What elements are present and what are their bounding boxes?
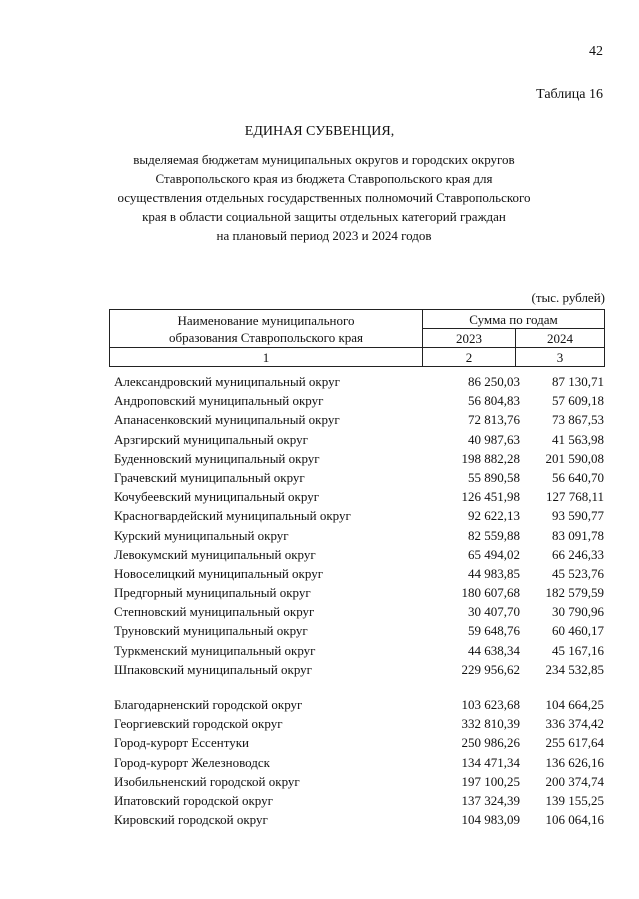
header-year-2023: 2023	[423, 329, 516, 348]
row-name: Грачевский муниципальный округ	[114, 469, 305, 485]
row-value-2023: 197 100,25	[461, 773, 520, 789]
row-value-2023: 44 983,85	[468, 565, 520, 581]
row-value-2023: 134 471,34	[461, 754, 520, 770]
row-name: Александровский муниципальный округ	[114, 374, 340, 389]
row-value-2023: 180 607,68	[461, 585, 520, 601]
table-row	[114, 449, 614, 468]
row-value-2024: 41 563,98	[552, 431, 604, 447]
table-row	[114, 714, 614, 733]
row-value-2024: 182 579,59	[545, 585, 604, 601]
row-value-2024: 127 768,11	[545, 489, 604, 505]
row-value-2023: 137 324,39	[461, 792, 520, 808]
table-row	[114, 772, 614, 791]
table-row	[114, 791, 614, 810]
subtitle-line: Ставропольского края из бюджета Ставропольского края для	[155, 171, 493, 186]
row-value-2024: 200 374,74	[545, 773, 604, 789]
table-row	[114, 545, 614, 564]
row-value-2023: 40 987,63	[468, 431, 520, 447]
row-value-2024: 56 640,70	[552, 469, 604, 485]
row-value-2024: 255 617,64	[545, 735, 604, 751]
row-value-2024: 73 867,53	[552, 412, 604, 428]
row-value-2023: 86 250,03	[468, 374, 520, 389]
row-value-2024: 87 130,71	[552, 374, 604, 389]
table-row	[114, 506, 614, 525]
subtitle-line: края в области социальной защиты отдельных категорий граждан	[142, 209, 506, 224]
row-value-2023: 30 407,70	[468, 604, 520, 620]
row-name: Ипатовский городской округ	[114, 792, 273, 808]
table-row	[114, 660, 614, 679]
table-header	[109, 309, 605, 367]
table-row	[114, 487, 614, 506]
row-name: Степновский муниципальный округ	[114, 604, 315, 620]
row-value-2023: 65 494,02	[468, 546, 520, 562]
header-name-line: образования Ставропольского края	[168, 329, 364, 345]
subtitle-line: выделяемая бюджетам муниципальных округов и городских округов	[133, 152, 515, 167]
row-value-2023: 56 804,83	[468, 393, 520, 409]
row-value-2023: 250 986,26	[461, 735, 520, 751]
row-value-2024: 201 590,08	[545, 450, 604, 466]
table-row	[114, 564, 614, 583]
row-name: Апанасенковский муниципальный округ	[114, 412, 340, 428]
row-name: Курский муниципальный округ	[114, 527, 289, 543]
row-value-2024: 139 155,25	[545, 792, 604, 808]
row-value-2024: 57 609,18	[552, 393, 604, 409]
row-value-2024: 93 590,77	[552, 508, 604, 524]
row-value-2024: 234 532,85	[545, 661, 604, 677]
row-name: Красногвардейский муниципальный округ	[114, 508, 351, 524]
row-value-2023: 92 622,13	[468, 508, 520, 524]
row-name: Туркменский муниципальный округ	[114, 642, 316, 658]
table-row	[114, 526, 614, 545]
subtitle-line: осуществления отдельных государственных полномочий Ставропольского	[117, 190, 531, 205]
row-value-2024: 60 460,17	[552, 623, 604, 639]
document-subtitle	[100, 150, 548, 245]
row-name: Новоселицкий муниципальный округ	[114, 565, 324, 581]
row-value-2023: 44 638,34	[468, 642, 520, 658]
row-name: Буденновский муниципальный округ	[114, 450, 320, 466]
table-row	[114, 468, 614, 487]
row-name: Труновский муниципальный округ	[114, 623, 308, 639]
page-number: 42	[589, 44, 603, 59]
section-spacer	[114, 679, 614, 695]
table-row	[114, 753, 614, 772]
subtitle-line: на плановый период 2023 и 2024 годов	[216, 228, 432, 243]
document-title: ЕДИНАЯ СУБВЕНЦИЯ,	[244, 124, 395, 139]
table-row	[114, 733, 614, 752]
row-name: Арзгирский муниципальный округ	[114, 431, 308, 447]
row-value-2023: 198 882,28	[461, 450, 520, 466]
row-value-2024: 136 626,16	[545, 754, 604, 770]
table-row	[114, 621, 614, 640]
row-name: Предгорный муниципальный округ	[114, 585, 311, 601]
table-row	[114, 810, 614, 829]
row-name: Кочубеевский муниципальный округ	[114, 489, 320, 505]
row-value-2024: 83 091,78	[552, 527, 604, 543]
row-name: Город-курорт Ессентуки	[114, 735, 249, 751]
row-value-2024: 45 167,16	[552, 642, 604, 658]
table-body	[114, 372, 614, 829]
header-col-number: 2	[423, 348, 516, 367]
row-value-2024: 45 523,76	[552, 565, 604, 581]
table-label: Таблица 16	[536, 87, 603, 102]
row-value-2023: 59 648,76	[468, 623, 520, 639]
row-value-2023: 55 890,58	[468, 469, 520, 485]
row-value-2023: 126 451,98	[461, 489, 520, 505]
row-value-2023: 229 956,62	[461, 661, 520, 677]
row-value-2023: 104 983,09	[461, 812, 520, 828]
table-row	[114, 641, 614, 660]
row-value-2024: 30 790,96	[552, 604, 604, 620]
row-name: Андроповский муниципальный округ	[114, 393, 324, 409]
header-year-2024: 2024	[516, 329, 605, 348]
row-name: Город-курорт Железноводск	[114, 754, 270, 770]
row-name: Благодарненский городской округ	[114, 697, 303, 712]
header-col-number: 1	[110, 348, 423, 367]
header-col-number: 3	[516, 348, 605, 367]
header-name-cell	[110, 310, 423, 348]
table-row	[114, 695, 614, 714]
row-value-2023: 103 623,68	[461, 697, 520, 712]
table-row	[114, 372, 614, 391]
row-value-2023: 332 810,39	[461, 716, 520, 732]
table-row	[114, 430, 614, 449]
row-name: Шпаковский муниципальный округ	[114, 661, 312, 677]
row-name: Левокумский муниципальный округ	[114, 546, 316, 562]
table-row	[114, 602, 614, 621]
row-name: Георгиевский городской округ	[114, 716, 283, 732]
row-value-2023: 82 559,88	[468, 527, 520, 543]
row-name: Изобильненский городской округ	[114, 773, 300, 789]
units-label: (тыс. рублей)	[531, 290, 605, 305]
table-row	[114, 410, 614, 429]
row-name: Кировский городской округ	[114, 812, 268, 828]
row-value-2024: 106 064,16	[545, 812, 604, 828]
row-value-2024: 336 374,42	[545, 716, 604, 732]
table-row	[114, 583, 614, 602]
row-value-2024: 66 246,33	[552, 546, 604, 562]
header-sum-by-years: Сумма по годам	[423, 310, 605, 329]
row-value-2023: 72 813,76	[468, 412, 520, 428]
header-name-line: Наименование муниципального	[177, 312, 355, 328]
table-row	[114, 391, 614, 410]
row-value-2024: 104 664,25	[545, 697, 604, 712]
